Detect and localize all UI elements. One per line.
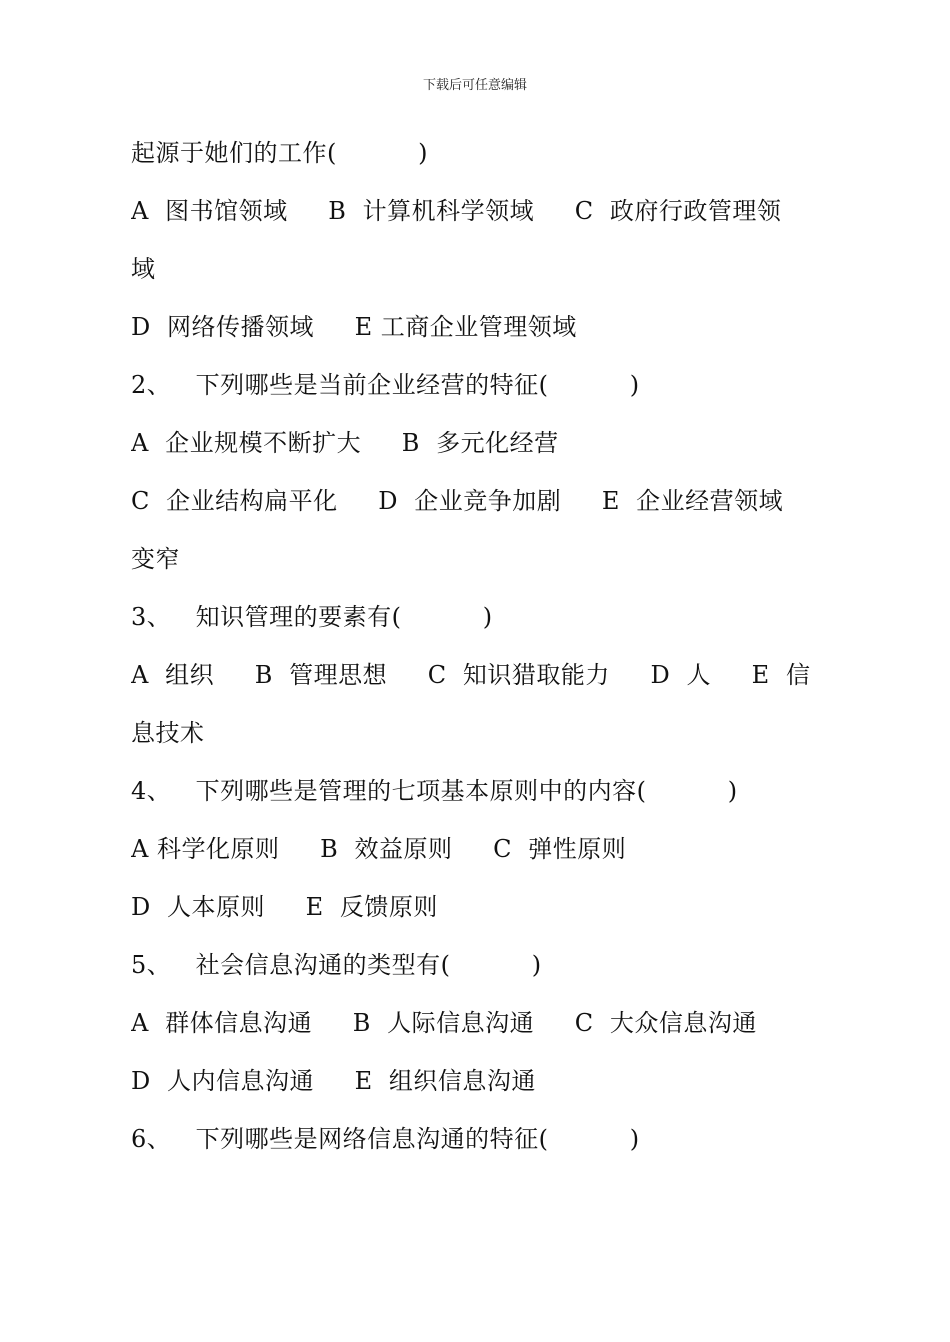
text-line: 息技术 — [131, 719, 205, 747]
document-body — [131, 124, 821, 1168]
text-line: A 图书馆领域 B 计算机科学领域 C 政府行政管理领 — [131, 197, 782, 225]
text-line: 变窄 — [131, 545, 180, 573]
text-line: 域 — [131, 255, 156, 283]
text-line: A 科学化原则 B 效益原则 C 弹性原则 — [131, 835, 627, 863]
text-line: A 组织 B 管理思想 C 知识猎取能力 D 人 E 信 — [131, 661, 811, 689]
text-line: 起源于她们的工作( ) — [131, 139, 429, 167]
text-line: C 企业结构扁平化 D 企业竞争加剧 E 企业经营领域 — [131, 487, 784, 515]
question-line: 5、 社会信息沟通的类型有( ) — [131, 951, 542, 979]
question-line: 3、 知识管理的要素有( ) — [131, 603, 493, 631]
page-header: 下载后可任意编辑 — [422, 78, 527, 93]
question-line: 4、 下列哪些是管理的七项基本原则中的内容( ) — [131, 777, 738, 805]
question-line: 6、 下列哪些是网络信息沟通的特征( ) — [131, 1125, 640, 1153]
question-line: 2、 下列哪些是当前企业经营的特征( ) — [131, 371, 640, 399]
text-line: D 人内信息沟通 E 组织信息沟通 — [131, 1067, 536, 1095]
text-line: A 企业规模不断扩大 B 多元化经营 — [131, 429, 559, 457]
text-line: D 人本原则 E 反馈原则 — [131, 893, 438, 921]
text-line: A 群体信息沟通 B 人际信息沟通 C 大众信息沟通 — [131, 1009, 757, 1037]
text-line: D 网络传播领域 E 工商企业管理领域 — [131, 313, 577, 341]
